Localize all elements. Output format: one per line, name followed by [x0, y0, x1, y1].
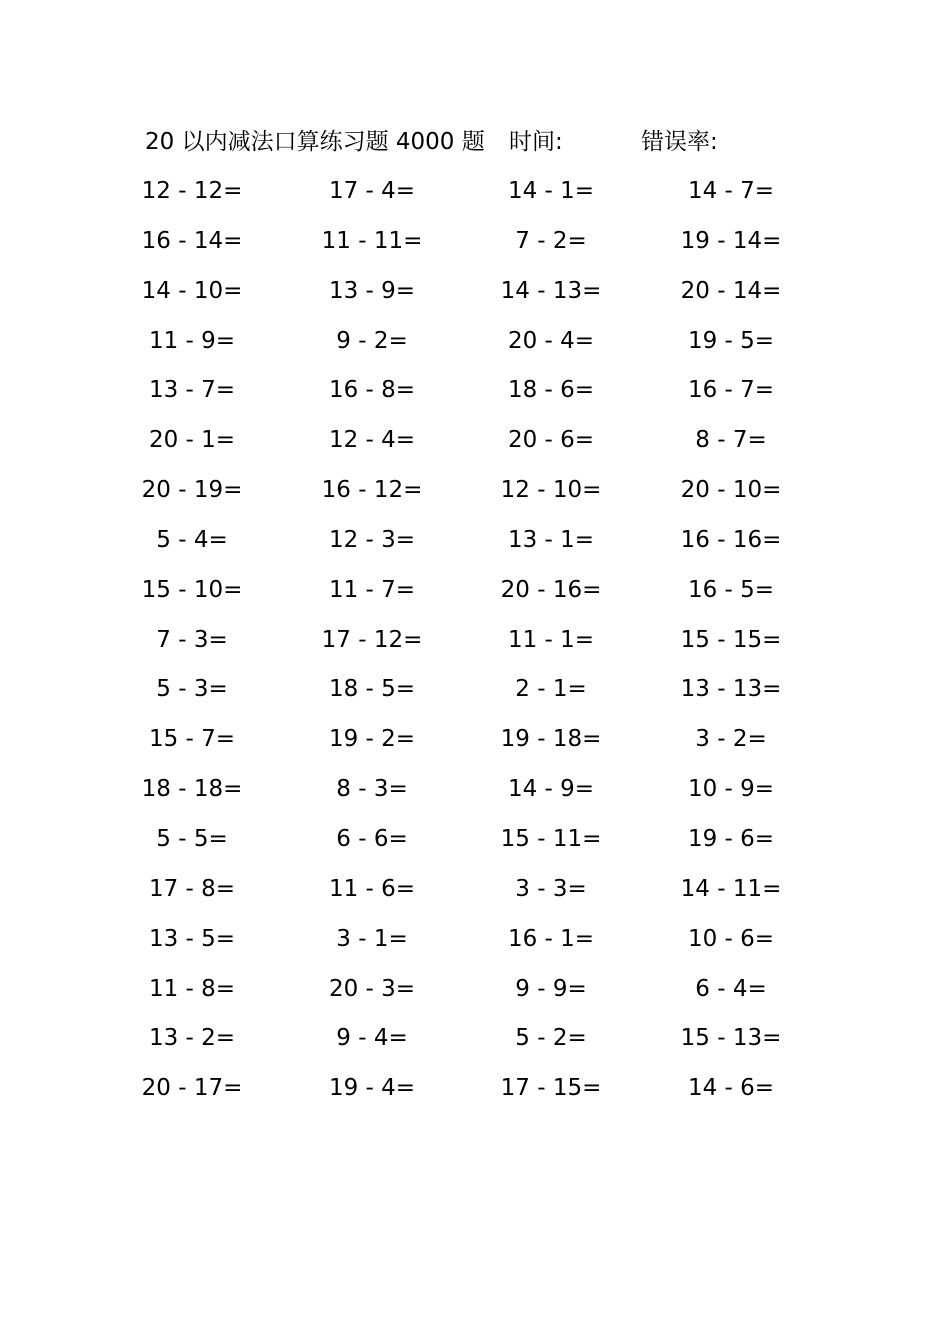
problem-item: 9 - 2=: [336, 327, 408, 354]
problem-item: 18 - 6=: [507, 377, 595, 404]
problem-item: 16 - 5=: [687, 576, 775, 603]
problem-row: [0, 869, 950, 919]
problem-item: 5 - 5=: [156, 825, 228, 852]
problem-item: 10 - 6=: [687, 925, 775, 952]
worksheet-title: 20 以内减法口算练习题 4000 题: [145, 129, 485, 155]
problem-item: 3 - 3=: [515, 875, 587, 902]
problem-item: 20 - 3=: [328, 975, 416, 1002]
problem-item: 2 - 1=: [515, 676, 587, 703]
problem-item: 19 - 6=: [687, 825, 775, 852]
problem-item: 14 - 7=: [687, 178, 775, 204]
problem-item: 16 - 14=: [141, 227, 243, 254]
problem-item: 17 - 15=: [500, 1075, 602, 1102]
problem-item: 20 - 14=: [680, 277, 782, 304]
error-rate-label: 错误率:: [641, 129, 718, 155]
problem-item: 19 - 18=: [500, 726, 602, 753]
problem-item: 20 - 19=: [141, 477, 243, 504]
problem-row: [0, 221, 950, 271]
problem-item: 13 - 7=: [148, 377, 236, 404]
problem-item: 11 - 9=: [148, 327, 236, 354]
problem-item: 14 - 6=: [687, 1075, 775, 1102]
problem-item: 19 - 2=: [328, 726, 416, 753]
problem-row: [0, 819, 950, 869]
problem-item: 20 - 16=: [500, 576, 602, 603]
problem-item: 7 - 3=: [156, 626, 228, 653]
problem-row: [0, 669, 950, 719]
problem-item: 3 - 1=: [336, 925, 408, 952]
problem-row: [0, 919, 950, 969]
problem-row: [0, 1018, 950, 1068]
problem-item: 17 - 8=: [148, 875, 236, 902]
problem-row: [0, 769, 950, 819]
problem-item: 14 - 9=: [507, 776, 595, 803]
problem-item: 7 - 2=: [515, 227, 587, 254]
problem-item: 20 - 17=: [141, 1075, 243, 1102]
problem-item: 8 - 7=: [695, 427, 767, 454]
problem-item: 11 - 8=: [148, 975, 236, 1002]
problem-row: [0, 171, 950, 221]
problem-item: 18 - 5=: [328, 676, 416, 703]
problem-row: [0, 719, 950, 769]
problem-item: 20 - 4=: [507, 327, 595, 354]
problem-item: 10 - 9=: [687, 776, 775, 803]
problem-item: 14 - 13=: [500, 277, 602, 304]
problem-item: 16 - 1=: [507, 925, 595, 952]
problem-item: 5 - 2=: [515, 1025, 587, 1052]
problem-item: 11 - 1=: [507, 626, 595, 653]
problem-item: 15 - 13=: [680, 1025, 782, 1052]
problem-item: 5 - 4=: [156, 526, 228, 553]
problem-item: 15 - 10=: [141, 576, 243, 603]
problem-item: 15 - 15=: [680, 626, 782, 653]
problem-item: 13 - 1=: [507, 526, 595, 553]
problem-item: 12 - 3=: [328, 526, 416, 553]
problem-item: 15 - 7=: [148, 726, 236, 753]
problem-item: 11 - 6=: [328, 875, 416, 902]
problem-item: 5 - 3=: [156, 676, 228, 703]
problem-row: [0, 470, 950, 520]
problem-row: [0, 271, 950, 321]
problem-item: 6 - 4=: [695, 975, 767, 1002]
problem-item: 17 - 4=: [328, 178, 416, 204]
problem-item: 8 - 3=: [336, 776, 408, 803]
problem-item: 12 - 10=: [500, 477, 602, 504]
problem-row: [0, 370, 950, 420]
problem-item: 13 - 5=: [148, 925, 236, 952]
problem-item: 15 - 11=: [500, 825, 602, 852]
problem-item: 17 - 12=: [321, 626, 423, 653]
problem-item: 9 - 9=: [515, 975, 587, 1002]
problem-row: [0, 620, 950, 670]
problem-item: 16 - 12=: [321, 477, 423, 504]
problem-item: 3 - 2=: [695, 726, 767, 753]
problem-item: 9 - 4=: [336, 1025, 408, 1052]
problem-item: 16 - 8=: [328, 377, 416, 404]
time-label: 时间:: [509, 129, 563, 155]
problem-item: 19 - 14=: [680, 227, 782, 254]
problem-item: 14 - 1=: [507, 178, 595, 204]
problem-row: [0, 570, 950, 620]
worksheet-header: [145, 124, 845, 164]
problem-item: 20 - 1=: [148, 427, 236, 454]
problem-row: [0, 969, 950, 1019]
problem-item: 13 - 13=: [680, 676, 782, 703]
problem-item: 11 - 11=: [321, 227, 423, 254]
problem-row: [0, 420, 950, 470]
problem-row: [0, 321, 950, 371]
problem-item: 6 - 6=: [336, 825, 408, 852]
problem-item: 19 - 5=: [687, 327, 775, 354]
problem-item: 18 - 18=: [141, 776, 243, 803]
problem-grid: [0, 171, 950, 1118]
problem-item: 13 - 2=: [148, 1025, 236, 1052]
problem-row: [0, 520, 950, 570]
problem-item: 11 - 7=: [328, 576, 416, 603]
problem-item: 16 - 16=: [680, 526, 782, 553]
problem-item: 14 - 10=: [141, 277, 243, 304]
problem-item: 20 - 6=: [507, 427, 595, 454]
problem-item: 13 - 9=: [328, 277, 416, 304]
problem-item: 16 - 7=: [687, 377, 775, 404]
problem-item: 19 - 4=: [328, 1075, 416, 1102]
problem-item: 14 - 11=: [680, 875, 782, 902]
problem-item: 12 - 12=: [141, 178, 243, 204]
problem-item: 12 - 4=: [328, 427, 416, 454]
problem-item: 20 - 10=: [680, 477, 782, 504]
problem-row: [0, 1068, 950, 1118]
